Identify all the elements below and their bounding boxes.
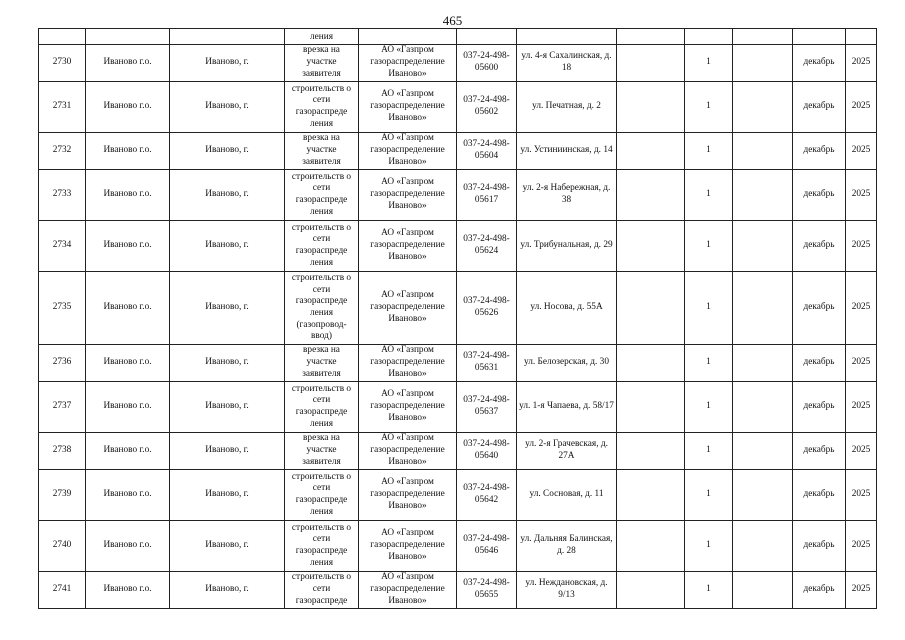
cell-code: 037-24-498-05640 [457, 433, 517, 470]
cell-year: 2025 [846, 221, 877, 272]
cell-district: Иваново г.о. [86, 170, 170, 221]
cell-district: Иваново г.о. [86, 572, 170, 609]
cell-year: 2025 [846, 82, 877, 133]
cell-col8 [617, 433, 685, 470]
table-row [39, 470, 877, 521]
cell-address: ул. Трибунальная, д. 29 [517, 221, 617, 272]
cell-work-type: врезка на участке заявителя [285, 45, 359, 82]
cell-work-type: врезка на участке заявителя [285, 133, 359, 170]
cell-code: 037-24-498-05626 [457, 272, 517, 345]
cell-col8 [617, 45, 685, 82]
cell-locality: Иваново, г. [170, 572, 285, 609]
cell-month: декабрь [793, 345, 846, 382]
cell-work-type: строительств о сети газораспреде ления [285, 382, 359, 433]
cell-qty: 1 [685, 572, 733, 609]
cell-year: 2025 [846, 382, 877, 433]
cell-address: ул. Сосновая, д. 11 [517, 470, 617, 521]
cell-year: 2025 [846, 45, 877, 82]
cell-address: ул. Печатная, д. 2 [517, 82, 617, 133]
cell-col10 [733, 272, 793, 345]
cell-district: Иваново г.о. [86, 470, 170, 521]
cell-locality: Иваново, г. [170, 221, 285, 272]
cell-num [39, 29, 86, 45]
cell-month: декабрь [793, 221, 846, 272]
cell-col10 [733, 170, 793, 221]
cell-col8 [617, 133, 685, 170]
registry-table [38, 28, 877, 609]
cell-work-type: строительств о сети газораспреде ления (газопровод-ввод) [285, 272, 359, 345]
cell-num: 2736 [39, 345, 86, 382]
cell-year: 2025 [846, 133, 877, 170]
cell-num: 2730 [39, 45, 86, 82]
cell-qty: 1 [685, 82, 733, 133]
cell-year: 2025 [846, 521, 877, 572]
cell-org [359, 29, 457, 45]
cell-month: декабрь [793, 470, 846, 521]
cell-month: декабрь [793, 433, 846, 470]
cell-col8 [617, 345, 685, 382]
table-row [39, 345, 877, 382]
cell-col8 [617, 221, 685, 272]
cell-district: Иваново г.о. [86, 45, 170, 82]
cell-work-type: строительств о сети газораспреде ления [285, 82, 359, 133]
cell-col10 [733, 345, 793, 382]
cell-col8 [617, 382, 685, 433]
cell-address: ул. Носова, д. 55А [517, 272, 617, 345]
cell-month [793, 29, 846, 45]
cell-qty: 1 [685, 470, 733, 521]
table-row [39, 45, 877, 82]
cell-qty: 1 [685, 45, 733, 82]
cell-district: Иваново г.о. [86, 521, 170, 572]
cell-address [517, 29, 617, 45]
cell-address: ул. 1-я Чапаева, д. 58/17 [517, 382, 617, 433]
cell-col10 [733, 470, 793, 521]
cell-col10 [733, 221, 793, 272]
cell-locality: Иваново, г. [170, 272, 285, 345]
table-row [39, 170, 877, 221]
cell-month: декабрь [793, 382, 846, 433]
cell-month: декабрь [793, 82, 846, 133]
cell-year: 2025 [846, 433, 877, 470]
cell-col8 [617, 272, 685, 345]
cell-district: Иваново г.о. [86, 382, 170, 433]
cell-address: ул. 2-я Грачевская, д. 27А [517, 433, 617, 470]
cell-work-type: ления [285, 29, 359, 45]
cell-district: Иваново г.о. [86, 221, 170, 272]
cell-qty: 1 [685, 382, 733, 433]
table-body [39, 29, 877, 609]
cell-year: 2025 [846, 272, 877, 345]
cell-num: 2740 [39, 521, 86, 572]
cell-qty [685, 29, 733, 45]
cell-code: 037-24-498-05624 [457, 221, 517, 272]
cell-col8 [617, 82, 685, 133]
cell-code: 037-24-498-05637 [457, 382, 517, 433]
table-row [39, 221, 877, 272]
continuation-row [39, 29, 877, 45]
cell-address: ул. Неждановская, д. 9/13 [517, 572, 617, 609]
cell-col10 [733, 82, 793, 133]
cell-work-type: врезка на участке заявителя [285, 433, 359, 470]
page-number: 465 [442, 13, 463, 28]
cell-month: декабрь [793, 170, 846, 221]
cell-district: Иваново г.о. [86, 345, 170, 382]
cell-org: АО «Газпром газораспределение Иваново» [359, 433, 457, 470]
cell-work-type: строительств о сети газораспреде [285, 572, 359, 609]
cell-district: Иваново г.о. [86, 433, 170, 470]
cell-col8 [617, 170, 685, 221]
cell-col10 [733, 521, 793, 572]
cell-col10 [733, 29, 793, 45]
cell-locality [170, 29, 285, 45]
cell-month: декабрь [793, 272, 846, 345]
cell-org: АО «Газпром газораспределение Иваново» [359, 521, 457, 572]
cell-col10 [733, 433, 793, 470]
cell-num: 2732 [39, 133, 86, 170]
cell-code: 037-24-498-05604 [457, 133, 517, 170]
cell-locality: Иваново, г. [170, 45, 285, 82]
cell-district: Иваново г.о. [86, 82, 170, 133]
cell-month: декабрь [793, 133, 846, 170]
cell-num: 2733 [39, 170, 86, 221]
cell-work-type: строительств о сети газораспреде ления [285, 521, 359, 572]
cell-month: декабрь [793, 45, 846, 82]
cell-qty: 1 [685, 521, 733, 572]
cell-address: ул. Устиниинская, д. 14 [517, 133, 617, 170]
cell-work-type: строительств о сети газораспреде ления [285, 221, 359, 272]
cell-org: АО «Газпром газораспределение Иваново» [359, 170, 457, 221]
cell-code: 037-24-498-05600 [457, 45, 517, 82]
cell-locality: Иваново, г. [170, 433, 285, 470]
cell-col8 [617, 29, 685, 45]
cell-code: 037-24-498-05617 [457, 170, 517, 221]
table-row [39, 572, 877, 609]
cell-qty: 1 [685, 345, 733, 382]
cell-code: 037-24-498-05602 [457, 82, 517, 133]
cell-org: АО «Газпром газораспределение Иваново» [359, 82, 457, 133]
table-row [39, 133, 877, 170]
cell-num: 2735 [39, 272, 86, 345]
cell-num: 2734 [39, 221, 86, 272]
cell-locality: Иваново, г. [170, 345, 285, 382]
cell-code: 037-24-498-05655 [457, 572, 517, 609]
cell-org: АО «Газпром газораспределение Иваново» [359, 572, 457, 609]
table-row [39, 433, 877, 470]
cell-year: 2025 [846, 572, 877, 609]
cell-col10 [733, 572, 793, 609]
cell-work-type: врезка на участке заявителя [285, 345, 359, 382]
cell-org: АО «Газпром газораспределение Иваново» [359, 345, 457, 382]
cell-district: Иваново г.о. [86, 133, 170, 170]
cell-code [457, 29, 517, 45]
cell-district: Иваново г.о. [86, 272, 170, 345]
cell-year: 2025 [846, 170, 877, 221]
cell-address: ул. 2-я Набережная, д. 38 [517, 170, 617, 221]
cell-col10 [733, 133, 793, 170]
cell-qty: 1 [685, 170, 733, 221]
cell-locality: Иваново, г. [170, 470, 285, 521]
cell-org: АО «Газпром газораспределение Иваново» [359, 382, 457, 433]
cell-qty: 1 [685, 433, 733, 470]
cell-district [86, 29, 170, 45]
cell-org: АО «Газпром газораспределение Иваново» [359, 221, 457, 272]
table-row [39, 521, 877, 572]
cell-code: 037-24-498-05631 [457, 345, 517, 382]
cell-year: 2025 [846, 470, 877, 521]
table-row [39, 272, 877, 345]
cell-num: 2741 [39, 572, 86, 609]
cell-address: ул. 4-я Сахалинская, д. 18 [517, 45, 617, 82]
cell-col8 [617, 470, 685, 521]
cell-qty: 1 [685, 272, 733, 345]
cell-work-type: строительств о сети газораспреде ления [285, 170, 359, 221]
cell-locality: Иваново, г. [170, 521, 285, 572]
cell-num: 2738 [39, 433, 86, 470]
cell-col10 [733, 382, 793, 433]
cell-num: 2731 [39, 82, 86, 133]
cell-code: 037-24-498-05646 [457, 521, 517, 572]
cell-year [846, 29, 877, 45]
cell-col10 [733, 45, 793, 82]
cell-col8 [617, 521, 685, 572]
cell-org: АО «Газпром газораспределение Иваново» [359, 45, 457, 82]
cell-num: 2739 [39, 470, 86, 521]
cell-code: 037-24-498-05642 [457, 470, 517, 521]
cell-locality: Иваново, г. [170, 382, 285, 433]
cell-qty: 1 [685, 221, 733, 272]
table-row [39, 82, 877, 133]
cell-num: 2737 [39, 382, 86, 433]
cell-address: ул. Дальняя Балинская, д. 28 [517, 521, 617, 572]
cell-locality: Иваново, г. [170, 82, 285, 133]
cell-qty: 1 [685, 133, 733, 170]
cell-year: 2025 [846, 345, 877, 382]
cell-org: АО «Газпром газораспределение Иваново» [359, 272, 457, 345]
cell-org: АО «Газпром газораспределение Иваново» [359, 133, 457, 170]
cell-month: декабрь [793, 572, 846, 609]
cell-work-type: строительств о сети газораспреде ления [285, 470, 359, 521]
cell-locality: Иваново, г. [170, 133, 285, 170]
cell-month: декабрь [793, 521, 846, 572]
cell-locality: Иваново, г. [170, 170, 285, 221]
cell-col8 [617, 572, 685, 609]
table-row [39, 382, 877, 433]
cell-org: АО «Газпром газораспределение Иваново» [359, 470, 457, 521]
cell-address: ул. Белозерская, д. 30 [517, 345, 617, 382]
